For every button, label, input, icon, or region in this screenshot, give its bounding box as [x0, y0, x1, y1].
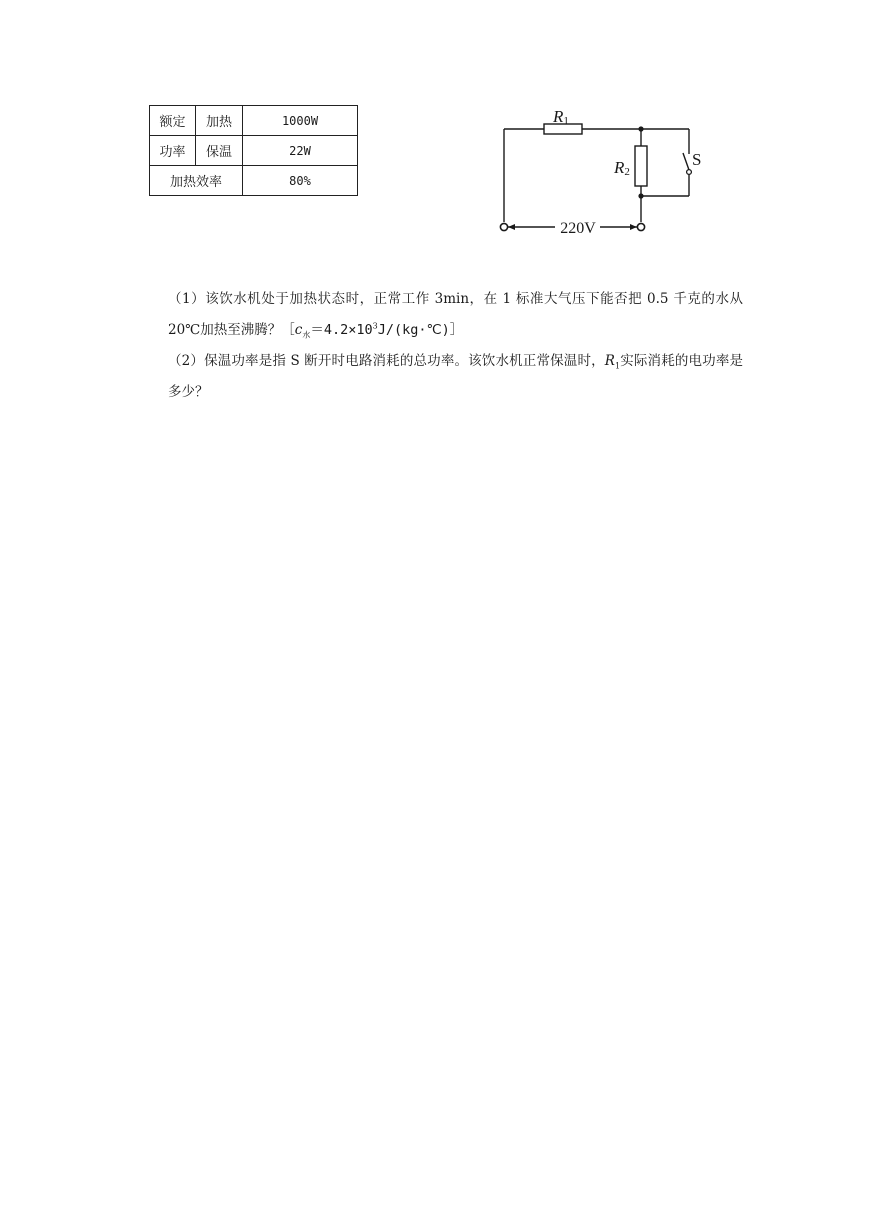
circuit-diagram — [490, 98, 730, 238]
rated-power-label-2: 功率 — [150, 136, 196, 166]
rated-power-label-1: 额定 — [150, 106, 196, 136]
junction-node-bottom — [638, 193, 643, 198]
r1-label: R1 — [553, 107, 569, 127]
arrow-left — [508, 224, 515, 230]
terminal-right — [637, 223, 644, 230]
keep-warm-label: 保温 — [196, 136, 243, 166]
resistor-r2 — [635, 146, 647, 186]
switch-s-label: S — [692, 150, 702, 169]
switch-s-blade — [683, 153, 689, 170]
arrow-right — [630, 224, 637, 230]
keep-warm-value: 22W — [243, 136, 358, 166]
efficiency-value: 80% — [243, 166, 358, 196]
table-row — [150, 136, 358, 166]
r2-label: R2 — [614, 158, 630, 178]
table-row — [150, 166, 358, 196]
spec-table — [149, 105, 358, 196]
voltage-label: 220V — [560, 220, 596, 237]
question-2: （2）保温功率是指 S 断开时电路消耗的总功率。该饮水机正常保温时，$R_1$实际消耗的电功率是多少？ — [168, 353, 744, 400]
switch-contact — [687, 170, 692, 175]
questions — [168, 284, 743, 408]
question-1: （1）该饮水机处于加热状态时，正常工作 3min，在 1 标准大气压下能否把 0.5 千克的水从 20℃加热至沸腾？$[c_水=4.2\times 10^3J/(kg\cdot℃)]$ — [168, 291, 743, 340]
table-row — [150, 106, 358, 136]
heat-label: 加热 — [196, 106, 243, 136]
heat-value: 1000W — [243, 106, 358, 136]
efficiency-label: 加热效率 — [150, 166, 243, 196]
junction-node-top — [638, 126, 643, 131]
terminal-left — [500, 223, 507, 230]
